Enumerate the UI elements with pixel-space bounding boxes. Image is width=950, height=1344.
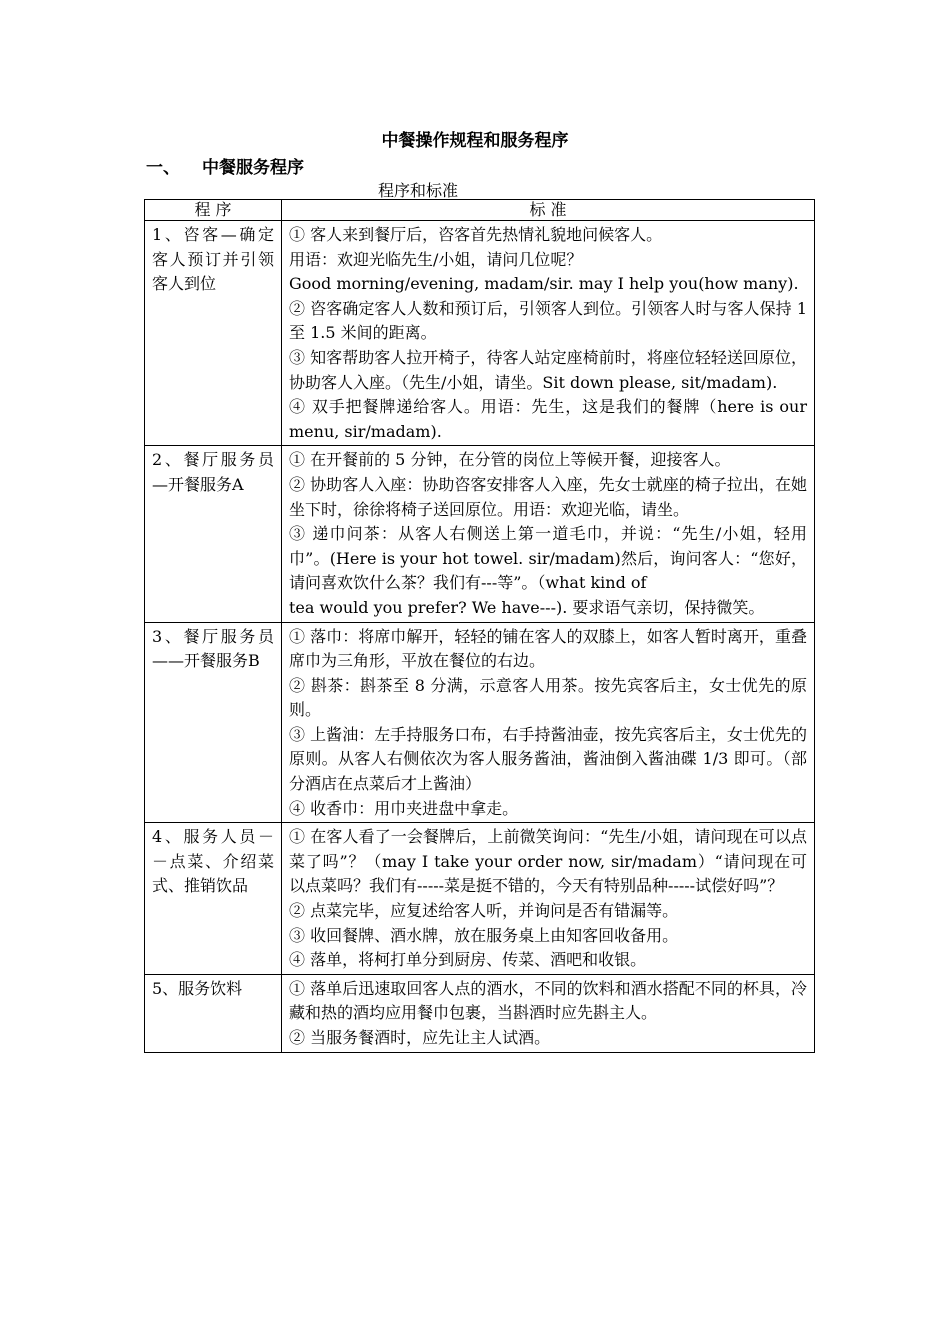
standard-line: 用语：欢迎光临先生/小姐，请问几位呢？ (289, 249, 583, 269)
document-title: 中餐操作规程和服务程序 (381, 131, 569, 151)
standard-line: ② 点菜完毕，应复述给客人听，并询问是否有错漏等。 (289, 901, 679, 921)
standard-line: ① 落巾：将席巾解开，轻轻的铺在客人的双膝上，如客人暂时离开，重叠席巾为三角形，平放在餐位的右边。 (289, 626, 807, 671)
section-heading (146, 153, 304, 178)
procedure-step: 5、服务饮料 (145, 974, 282, 1052)
section-number: 一、 (146, 158, 180, 178)
standard-line: ② 当服务餐酒时，应先让主人试酒。 (289, 1028, 551, 1047)
standard-line: ③ 知客帮助客人拉开椅子，待客人站定座椅前时，将座位轻轻送回原位，协助客人入座。（先生/小姐，请坐。Sit down please, sit/madam). (289, 347, 807, 392)
standard-line: ① 在开餐前的 5 分钟，在分管的岗位上等候开餐，迎接客人。 (289, 450, 731, 470)
standard-line: ③ 收回餐牌、酒水牌，放在服务桌上由知客回收备用。 (289, 925, 679, 945)
standard-line: ④ 收香巾：用巾夹进盘中拿走。 (289, 798, 519, 818)
standard-line: ④ 双手把餐牌递给客人。用语：先生，这是我们的餐牌（here is our menu, sir/madam). (289, 397, 807, 441)
standard-cell (282, 974, 815, 1052)
table-row (145, 221, 815, 446)
standard-line: ③ 递巾问茶：从客人右侧送上第一道毛巾，并说：“先生/小姐，轻用巾”。(Here is your hot towel. sir/madam)然后，询问客人：“您好，请问喜欢饮什么茶？我们有---等”。（what kind of (289, 524, 807, 593)
standard-line: ① 在客人看了一会餐牌后，上前微笑询问：“先生/小姐，请问现在可以点菜了吗”？（may I take your order now, sir/madam）“请问现在可以点菜吗？我们有-----菜是挺不错的，今天有特别品种-----试偿好吗”？ (289, 827, 807, 896)
standard-cell (282, 446, 815, 622)
procedure-step: 3、餐厅服务员——开餐服务B (145, 622, 282, 823)
standard-cell (282, 823, 815, 975)
standard-cell (282, 622, 815, 823)
standard-line: tea would you prefer? We have---). 要求语气亲切，保持微笑。 (289, 597, 765, 617)
table-row (145, 823, 815, 975)
procedure-step: 1、咨客—确定客人预订并引领客人到位 (145, 221, 282, 446)
header-standard: 标 准 (282, 200, 815, 221)
procedure-step: 2、餐厅服务员—开餐服务A (145, 446, 282, 622)
standard-line: ① 落单后迅速取回客人点的酒水，不同的饮料和酒水搭配不同的杯具，冷藏和热的酒均应用餐巾包裹，当斟酒时应先斟主人。 (289, 978, 807, 1023)
standard-line: ③ 上酱油：左手持服务口布，右手持酱油壶，按先宾客后主，女士优先的原则。从客人右侧依次为客人服务酱油，酱油倒入酱油碟 1/3 即可。（部分酒店在点菜后才上酱油） (289, 724, 807, 794)
header-procedure: 程 序 (145, 200, 282, 221)
standard-line: ② 斟茶：斟茶至 8 分满，示意客人用茶。按先宾客后主，女士优先的原则。 (289, 675, 807, 720)
table-header-row (145, 200, 815, 221)
procedure-step: 4、服务人员－－点菜、介绍菜式、推销饮品 (145, 823, 282, 975)
table-row (145, 622, 815, 823)
table-row (145, 446, 815, 622)
standard-line: Good morning/evening, madam/sir. may I help you(how many). (289, 274, 799, 294)
standard-line: ② 咨客确定客人人数和预订后，引领客人到位。引领客人时与客人保持 1 至 1.5 米间的距离。 (289, 298, 807, 343)
table-row (145, 974, 815, 1052)
section-title: 中餐服务程序 (202, 158, 304, 178)
procedure-table (144, 199, 815, 1053)
standard-line: ② 协助客人入座：协助咨客安排客人入座，先女士就座的椅子拉出，在她坐下时，徐徐将椅子送回原位。用语：欢迎光临，请坐。 (289, 474, 807, 519)
table-caption: 程序和标准 (378, 181, 459, 200)
standard-line: ① 客人来到餐厅后，咨客首先热情礼貌地问候客人。 (289, 225, 663, 244)
standard-cell (282, 221, 815, 446)
standard-line: ④ 落单，将柯打单分到厨房、传菜、酒吧和收银。 (289, 950, 647, 970)
